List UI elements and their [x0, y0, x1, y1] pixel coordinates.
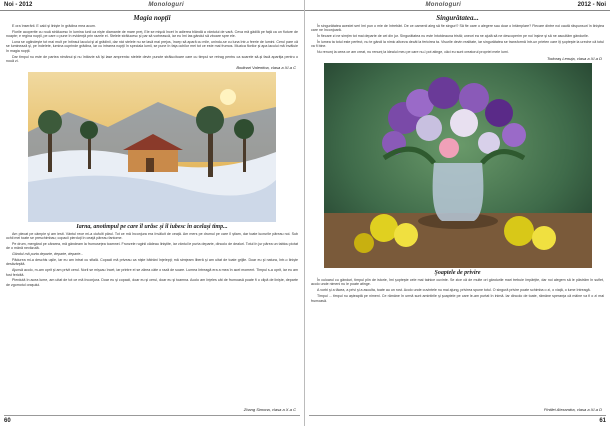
right-header — [305, 0, 610, 11]
paragraph: Pădurea mi-a deschis uşile, iar eu am intrat cu sfială. Copacii mă priveau ca nişte bătrâni înţelepţi; mă simţeam liberă şi am uitat de toate grijile. Doar eu şi natura, într-o linişte desăvârşită. — [6, 258, 298, 267]
left-signature-1: Bodinari Valentina, clasa a XI-a C — [236, 64, 296, 70]
right-header-year: 2012 - Noi — [577, 2, 606, 8]
left-page — [0, 0, 305, 426]
paragraph: Florile acoperite cu rouă strălucesc în lumina lunii ca nişte diamante de mare preţ. Ele se mişcă încet în adierea blândă a vântului de vară. Ceva mă gâdilă pe faţă ca un fluture de noapte; e regina nopţii, pe care o pune în evidenţă prin razele ei. Stelele strălucesc şi par să vorbească, iar eu îmi las gândul să zboare spre ele. — [6, 29, 298, 39]
paragraph: E ora înserării. E cald şi linişte în grădina mea acum. — [12, 24, 96, 28]
right-painting-caption: Şoaptele de privire — [434, 270, 481, 277]
right-page — [305, 0, 610, 426]
paragraph: În culoarul cu gânduri, timpul plin de istorie, îmi şopteşte cele mai tainice cuvinte. Se zice că de multe ori gândurile mari trebuie împărţite, dar noi alegem să le păstrăm în suflet, acolo unde nimeni nu le poate atinge. — [311, 278, 604, 287]
left-painting-caption: Iarna, anotimpul pe care îl urăsc şi îl iubesc în acelaşi timp... — [76, 223, 228, 230]
paragraph: Am plecat pe câmpie şi am iesit. Vântul rece mi-a ciufulit părul. Tot ce mă înconjura era învăluit de ceaţă. Am mers pe drumul pe care îl ştiam, dar toate lucrurile păreau noi. Sub ochii mei toate se preschimbau; copacii pierduţi în ceaţă păreau fantome. — [6, 231, 298, 241]
winter-landscape-icon — [28, 72, 276, 222]
left-header — [0, 0, 304, 11]
flowers-still-life-icon — [324, 63, 592, 268]
left-header-section: Monologuri — [148, 2, 185, 8]
paragraph: În singurătatea acestei seri îmi pun o mie de întrebări. De ce oamenii aleg să fie singuri? Să fie oare o alegere sau doar o întâmplare? Fiecare dintre noi caută răspunsuri în liniştea care ne înconjoară. — [311, 24, 604, 33]
paragraph: A vorbi şi a tăcea, a privi şi a asculta, toate au un rost. Acolo unde cuvintele nu mai ajung, privirea spune totul. O singură privire poate schimba o zi, o viaţă, o lume întreagă. — [317, 288, 591, 293]
left-signature-2: Zhang Simona, clasa a X-a C — [243, 407, 296, 412]
paragraph: Pe drum, mergând pe cărarea, mă gândeam la frumuseţea toamnei. Frunzele ruginii cădeau liniştite, iar vântul le purta departe, dincolo de dealuri. Totul în jur părea un tablou pictat de o mână nevăzută. — [6, 241, 298, 251]
right-page-number: 61 — [599, 418, 606, 424]
left-page-number: 60 — [4, 418, 11, 424]
paragraph: În lumea ta totul este perfect, nu te gândi la nimic altceva decât la fericirea ta. Visurile devin realitate, iar singurătatea se transformă într-un prieten care îţi şopteşte la ureche că totul va fi bine. — [311, 40, 604, 49]
left-footer-line — [4, 415, 300, 416]
right-signature-2: Pintilei Alexandra, clasa a XI-a D — [543, 407, 602, 412]
paragraph: În fiecare zi ne simţim tot mai departe de cei din jur. Singurătatea nu este întotdeauna tristă; uneori ea ne ajută să ne descoperim pe noi înşine şi să ne ascultăm gândurile. — [317, 34, 589, 39]
left-article-text-1 — [0, 24, 304, 63]
right-header-section: Monologuri — [425, 2, 462, 8]
winter-painting-image — [28, 72, 276, 222]
paragraph: Nu renunţ la ceea ce am creat, nu renunţ la idealul meu pe care nu-l pot atinge, căci eu sunt creatorul propriei mele lumi. — [317, 50, 509, 55]
right-footer-line — [309, 415, 606, 416]
right-article-title: Singurătatea... — [436, 14, 479, 22]
paragraph: Ajunsă acolo, m-am oprit şi am privit cerul. Norii se mişcau încet, iar printre ei se zărea câte o rază de soare. Lumea întreagă era a mea în acel moment. Timpul s-a oprit, iar eu am fost fericită. — [6, 268, 298, 277]
paragraph: Gândul mă purta departe, departe, departe... — [12, 252, 84, 257]
paragraph: Timpul ... timpul nu aşteaptă pe nimeni. Ce rămâne în urmă sunt amintirile şi şoaptele pe care le-am purtat în inimă. Iar dincolo de toate, rămâne speranţa că mâine va fi o zi mai frumoasă. — [311, 294, 604, 303]
paragraph: Luna se oglindeşte tot mai mult pe întinsul lacului şi al grădinii, dar nici stelele nu se lasă mai prejos, încep să apară cu mile, unindu-se cu luna într-o feerie de lumini. Cerul pare că se luminează şi, pe îndelete, lumina cuprinde grădina, iar cu intrarea nopţii în speciala lumii, se pune în faţa ochilor mei tot ce este mai frumos. Muzica florilor şi apa lacului mă învăluie în magia nopţii. — [6, 40, 298, 53]
right-signature-1: Todoraş Lenuţa, clasa a XI-a D — [547, 56, 602, 62]
left-article-title: Magia nopţii — [133, 14, 171, 22]
left-header-year: Noi - 2012 — [4, 2, 33, 8]
right-article-text-2 — [305, 278, 610, 303]
left-article-text-2 — [0, 232, 304, 287]
flowers-painting-image — [324, 63, 592, 268]
paragraph: Pierdută în acea lume, am uitat de tot ce mă înconjura. Doar eu şi copacii, doar eu şi cerul, doar eu şi toamna. Acolo am înţeles cât de frumoasă poate fi o clipă de linişte, departe de zgomotul oraşului. — [6, 278, 298, 287]
right-article-text-1 — [305, 24, 610, 55]
paragraph: Dar timpul nu este de partea nimănui şi nu întârzie să îşi lase amprenta: stelele devin puncte strălucitoare care cu timpul se retrag pentru ca soarele să-şi facă apariţia pentru o nouă zi. — [6, 54, 298, 63]
